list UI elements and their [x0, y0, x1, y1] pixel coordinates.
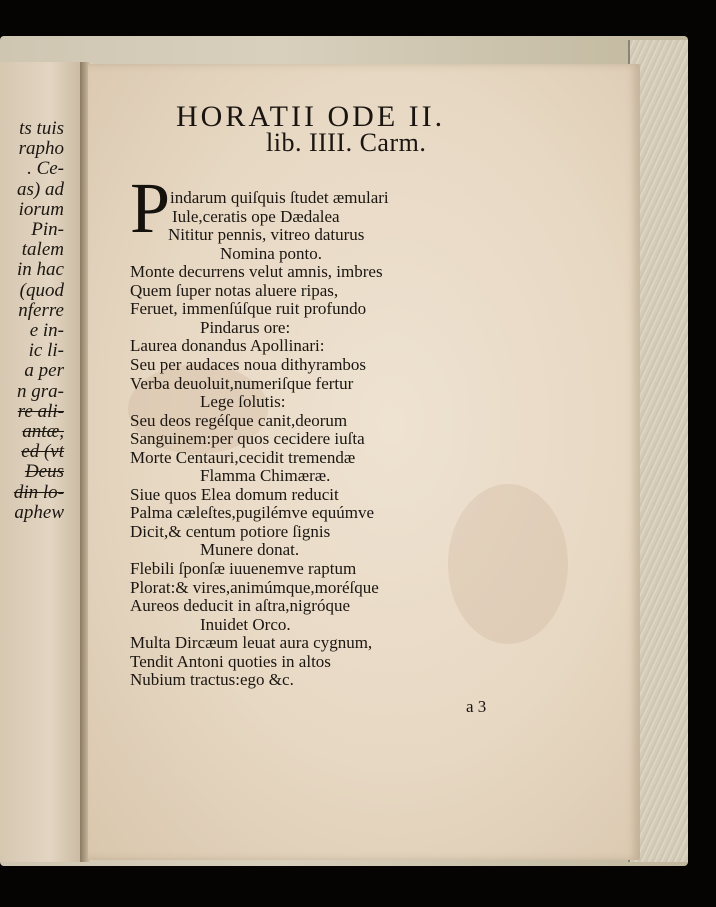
facing-page-line	[0, 239, 84, 261]
verse-line: Munere donat.	[200, 540, 300, 560]
facing-page-line-text: ed (vt	[21, 441, 64, 463]
page-stain	[448, 484, 568, 644]
facing-page-line	[0, 118, 84, 140]
verse-line: Aureos deducit in aſtra,nigróque	[130, 596, 350, 616]
facing-page-line-text: re ali-	[17, 400, 64, 422]
facing-page-line	[0, 381, 84, 403]
facing-page-line-text: iorum	[18, 198, 64, 220]
verse-line: Siue quos Elea domum reducit	[130, 484, 339, 504]
verse-line: Pindarus ore:	[200, 317, 291, 337]
verse-line: indarum quiſquis ſtudet æmulari	[170, 188, 389, 207]
facing-page-line-text: Pin-	[31, 219, 64, 240]
facing-page-line	[0, 441, 84, 463]
verse-line: Dicit,& centum potiore ſignis	[130, 521, 331, 541]
verse-line: Sanguinem:per quos cecidere iuſta	[130, 429, 365, 449]
facing-page-line-text: a per	[24, 360, 64, 382]
facing-page-line-text: e in-	[29, 320, 64, 341]
facing-page-line	[0, 461, 84, 483]
facing-page-line	[0, 300, 84, 322]
facing-page-line-text: in hac	[17, 259, 64, 281]
facing-page-line	[0, 421, 84, 443]
facing-page-line-text: nferre	[18, 299, 64, 321]
verse-line: Monte decurrens velut amnis, imbres	[130, 262, 383, 282]
drop-cap: P	[130, 168, 171, 248]
verse-line: Seu deos regéſque canit,deorum	[130, 410, 348, 430]
signature-mark: a 3	[466, 697, 487, 716]
verse-line: Flebili ſponſæ iuuenemve raptum	[130, 559, 357, 578]
verse-line: Seu per audaces noua dithyrambos	[130, 354, 367, 374]
facing-page-line-text: aphew	[14, 501, 64, 523]
facing-page-line-text: (quod	[19, 279, 64, 301]
facing-page-line	[0, 401, 84, 423]
verse-line: Inuidet Orco.	[200, 614, 291, 634]
verse-line: Tendit Antoni quoties in altos	[130, 651, 331, 671]
verse-line: Morte Centauri,cecidit tremendæ	[130, 447, 356, 467]
verse-line: Feruet, immenſúſque ruit profundo	[130, 299, 367, 319]
verse-line: Laurea donandus Apollinari:	[130, 336, 325, 356]
facing-page-line-text: . Ce-	[27, 158, 64, 180]
facing-page-line	[0, 259, 84, 281]
facing-page-line	[0, 482, 84, 504]
facing-page-line	[0, 158, 84, 180]
facing-page-line	[0, 138, 84, 160]
facing-page-line	[0, 320, 84, 342]
facing-page-line-text: antæ,	[22, 421, 64, 442]
facing-page-line-text: din lo-	[13, 481, 64, 503]
verse-line: Nubium tractus:ego &c.	[130, 670, 294, 690]
ode-title: HORATII ODE II.	[176, 100, 446, 133]
facing-page-line	[0, 219, 84, 241]
facing-page-line-text: talem	[21, 239, 64, 261]
facing-page-line-text: ts tuis	[19, 118, 64, 139]
verse-line: Plorat:& vires,animúmque,moréſque	[130, 577, 379, 597]
facing-page-line	[0, 360, 84, 382]
facing-page-line	[0, 179, 84, 201]
facing-page-line-text: n gra-	[17, 380, 64, 402]
verse-line: Nomina ponto.	[220, 243, 322, 263]
facing-page-line-text: as) ad	[17, 178, 64, 200]
verse-line: Lege ſolutis:	[200, 392, 286, 412]
verse-line: Flamma Chimæræ.	[200, 466, 331, 486]
verse-line: Iule,ceratis ope Dædalea	[172, 206, 340, 226]
verse-line: Palma cæleſtes,pugilémve equúmve	[130, 503, 375, 523]
facing-page-line-text: Deus	[24, 461, 64, 483]
verse-line: Verba deuoluit,numeriſque fertur	[130, 373, 354, 393]
facing-page-line	[0, 502, 84, 524]
facing-page-line	[0, 340, 84, 362]
verse-line: Multa Dircæum leuat aura cygnum,	[130, 633, 373, 653]
facing-page-line-text: rapho	[18, 138, 64, 160]
verse-line: Quem ſuper notas aluere ripas,	[130, 280, 339, 300]
verse-line: Nititur pennis, vitreo daturus	[168, 225, 365, 245]
left-page	[0, 62, 85, 862]
facing-page-line-text: ic li-	[28, 340, 64, 362]
book-subtitle: lib. IIII. Carm.	[266, 128, 427, 157]
facing-page-line	[0, 280, 84, 302]
facing-page-line	[0, 199, 84, 221]
